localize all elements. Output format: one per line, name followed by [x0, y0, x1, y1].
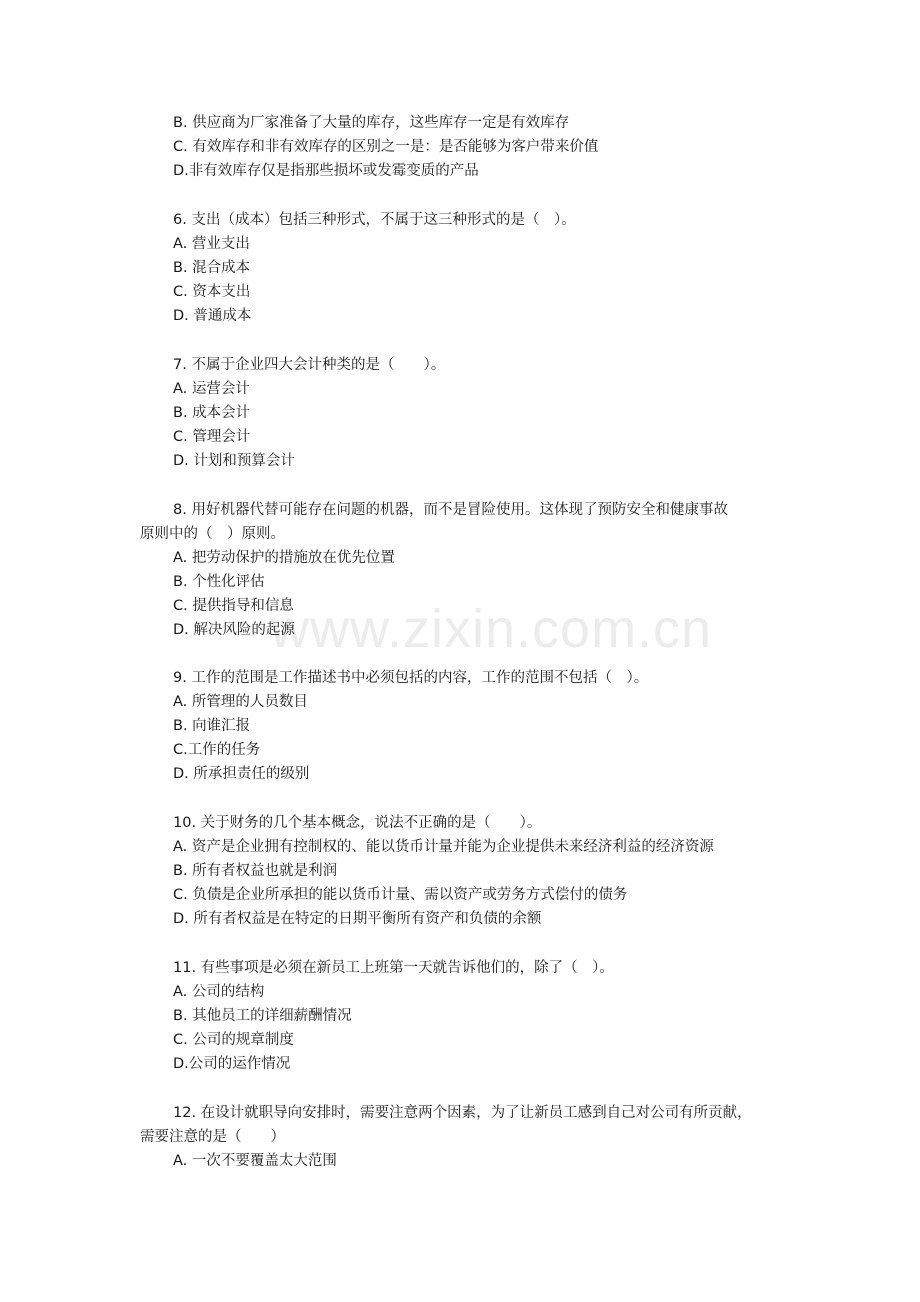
- watermark: www.zixin.com.cn: [270, 599, 713, 659]
- question-9-stem: 9. 工作的范围是工作描述书中必须包括的内容，工作的范围不包括（ ）。: [173, 670, 649, 686]
- question-8-option-c: C. 提供指导和信息: [173, 598, 294, 614]
- question-11-option-d: D.公司的运作情况: [173, 1056, 291, 1072]
- question-8-stem-continued: 原则中的（ ）原则。: [140, 526, 285, 542]
- question-7-option-d: D. 计划和预算会计: [173, 453, 295, 469]
- question-8-option-a: A. 把劳动保护的措施放在优先位置: [173, 550, 395, 566]
- question-6-option-a: A. 营业支出: [173, 236, 250, 252]
- question-11-option-b: B. 其他员工的详细薪酬情况: [173, 1008, 352, 1024]
- question-11-option-c: C. 公司的规章制度: [173, 1032, 294, 1048]
- question-6-option-b: B. 混合成本: [173, 260, 251, 276]
- question-10-option-d: D. 所有者权益是在特定的日期平衡所有资产和负债的余额: [173, 911, 542, 927]
- question-10-option-a: A. 资产是企业拥有控制权的、能以货币计量并能为企业提供未来经济利益的经济资源: [173, 839, 714, 855]
- question-10-option-b: B. 所有者权益也就是利润: [173, 863, 338, 879]
- option-c: C. 有效库存和非有效库存的区别之一是：是否能够为客户带来价值: [173, 139, 599, 155]
- question-9-option-a: A. 所管理的人员数目: [173, 694, 308, 710]
- question-11-option-a: A. 公司的结构: [173, 984, 265, 1000]
- question-6-option-d: D. 普通成本: [173, 308, 252, 324]
- option-b: B. 供应商为厂家准备了大量的库存，这些库存一定是有效库存: [173, 115, 570, 131]
- option-d: D.非有效库存仅是指那些损坏或发霉变质的产品: [173, 163, 479, 179]
- question-8-option-d: D. 解决风险的起源: [173, 622, 295, 638]
- question-12-stem-continued: 需要注意的是（ ）: [140, 1129, 285, 1145]
- question-9-option-d: D. 所承担责任的级别: [173, 766, 310, 782]
- question-12-option-a: A. 一次不要覆盖太大范围: [173, 1153, 337, 1169]
- question-10-stem: 10. 关于财务的几个基本概念，说法不正确的是（ ）。: [173, 815, 542, 831]
- question-9-option-c: C.工作的任务: [173, 742, 261, 758]
- question-11-stem: 11. 有些事项是必须在新员工上班第一天就告诉他们的，除了（ ）。: [173, 960, 614, 976]
- question-7-option-b: B. 成本会计: [173, 405, 251, 421]
- question-6-option-c: C. 资本支出: [173, 284, 251, 300]
- question-7-option-c: C. 管理会计: [173, 429, 251, 445]
- question-8-option-b: B. 个性化评估: [173, 574, 265, 590]
- question-7-option-a: A. 运营会计: [173, 381, 250, 397]
- question-10-option-c: C. 负债是企业所承担的能以货币计量、需以资产或劳务方式偿付的债务: [173, 887, 628, 903]
- question-9-option-b: B. 向谁汇报: [173, 718, 251, 734]
- question-12-stem: 12. 在设计就职导向安排时，需要注意两个因素，为了让新员工感到自己对公司有所贡献，: [173, 1105, 752, 1121]
- question-6-stem: 6. 支出（成本）包括三种形式，不属于这三种形式的是（ ）。: [173, 212, 576, 228]
- question-7-stem: 7. 不属于企业四大会计种类的是（ ）。: [173, 357, 446, 373]
- question-8-stem: 8. 用好机器代替可能存在问题的机器，而不是冒险使用。这体现了预防安全和健康事故: [173, 502, 728, 518]
